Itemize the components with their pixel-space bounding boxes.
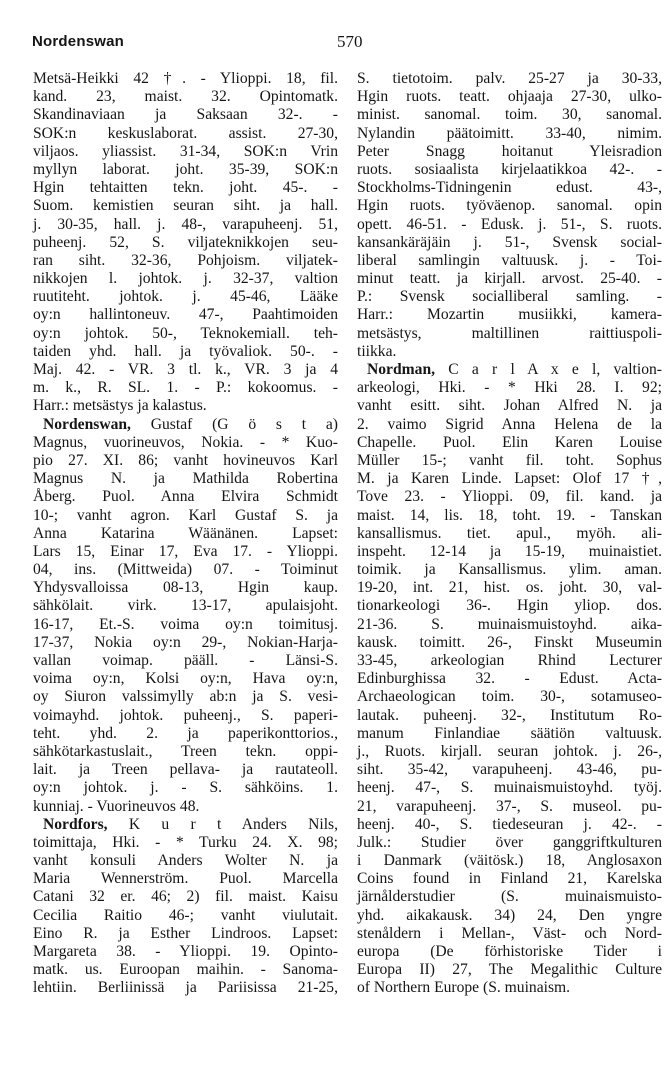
text-line [33, 452, 338, 470]
line-text: Hgin ruots. teatt. ohjaaja 27-30, ulko- [357, 88, 662, 106]
text-line [33, 652, 338, 670]
text-line [33, 943, 338, 961]
text-line [357, 816, 662, 834]
line-text: Julk.: Studier över ganggriftkulturen [357, 833, 662, 851]
line-text: ran siht. 32-36, Pohjoism. viljatek- [33, 251, 338, 269]
line-text: matk. us. Euroopan maihin. - Sanoma- [33, 961, 338, 979]
line-text: C a r l A x e l, valtion- [448, 361, 662, 378]
text-line [33, 798, 338, 816]
text-line [357, 852, 662, 870]
line-text: Magnus N. ja Mathilda Robertina [33, 470, 338, 488]
text-line [33, 907, 338, 925]
line-text: voima oy:n, Kolsi oy:n, Hava oy:n, [33, 670, 338, 688]
text-line [357, 234, 662, 252]
text-line [33, 925, 338, 943]
line-text: opett. 46-51. - Edusk. j. 51-, S. ruots. [357, 215, 662, 233]
line-text: vanht konsuli Anders Wolter N. ja [33, 852, 338, 870]
text-line [357, 907, 662, 925]
text-line [33, 725, 338, 743]
text-line [33, 70, 338, 88]
text-line [357, 397, 662, 415]
line-text: Metsä-Heikki 42 †. - Ylioppi. 18, fil. [33, 70, 338, 87]
text-line [33, 161, 338, 179]
line-text: manum Finlandiae säätiön valtuusk. [357, 724, 662, 742]
line-text: heenj. 40-, S. tiedeseuran j. 42-. - [357, 815, 662, 833]
left-column [33, 70, 338, 998]
line-text: 04, ins. (Mittweida) 07. - Toiminut [33, 561, 338, 579]
line-text: heenj. 47-, S. muinaismuistoyhd. työj. [357, 779, 662, 797]
text-line [357, 670, 662, 688]
text-line [357, 870, 662, 888]
text-line [33, 325, 338, 343]
text-line [357, 634, 662, 652]
line-text: lautak. puheenj. 32-, Institutum Ro- [357, 706, 662, 724]
line-text: Maria Wennerström. Puol. Marcella [33, 870, 338, 888]
line-text: 33-45, arkeologian Rhind Lecturer [357, 652, 662, 669]
text-line [357, 652, 662, 670]
line-text: Müller 15-; vanht fil. toht. Sophus [357, 451, 662, 469]
text-line [357, 179, 662, 197]
text-line [33, 416, 338, 434]
entry-headword: Nordman, [367, 361, 436, 378]
line-text: kand. 23, maist. 32. Opintomatk. [33, 88, 338, 106]
entry-headword: Nordfors, [43, 815, 108, 833]
text-line [33, 88, 338, 106]
line-text: 19-20, int. 21, hist. os. joht. 30, val- [357, 579, 662, 597]
text-line [33, 888, 338, 906]
text-line [357, 507, 662, 525]
line-text: Peter Snagg hoitanut Yleisradion [357, 142, 662, 160]
text-line [357, 579, 662, 597]
line-text: S. tietotoim. palv. 25-27 ja 30-33, [357, 70, 662, 87]
text-line [357, 416, 662, 434]
line-text: 21, varapuheenj. 37-, S. museol. pu- [357, 797, 662, 815]
text-line [357, 125, 662, 143]
text-line [33, 343, 338, 361]
line-text: Yhdysvalloissa 08-13, Hgin kaup. [33, 579, 338, 597]
text-line [357, 943, 662, 961]
text-line [357, 470, 662, 488]
text-line [357, 306, 662, 324]
line-text: M. ja Karen Linde. Lapset: Olof 17 †, [357, 470, 662, 488]
text-line [357, 379, 662, 397]
line-text: 16-17, Et.-S. voima oy:n toimitusj. [33, 615, 338, 633]
text-line [357, 979, 662, 997]
text-line [33, 688, 338, 706]
line-text: Catani 32 er. 46; 2) fil. maist. Kaisu [33, 888, 338, 906]
line-text: myllyn laborat. joht. 35-39, SOK:n [33, 160, 338, 178]
text-line [357, 488, 662, 506]
entry-headword: Nordenswan, [43, 415, 131, 433]
line-text: yhd. aikakausk. 34) 24, Den yngre [357, 906, 662, 924]
line-text: europa (De förhistoriske Tider i [357, 943, 662, 960]
text-line [357, 961, 662, 979]
line-text: Anna Katarina Wäänänen. Lapset: [33, 524, 338, 542]
line-text: Gustaf (G ö s t a) [150, 415, 338, 433]
running-head [0, 33, 672, 57]
line-text: 10-; vanht agron. Karl Gustaf S. ja [33, 506, 338, 524]
line-text: oy:n johtok. j. - S. sähköins. 1. [33, 779, 338, 797]
line-text: viljaos. yliassist. 31-34, SOK:n Vrin [33, 142, 338, 160]
text-line [357, 270, 662, 288]
text-line [33, 143, 338, 161]
text-line [357, 343, 662, 361]
text-line [357, 88, 662, 106]
text-line [33, 707, 338, 725]
line-text: Chapelle. Puol. Elin Karen Louise [357, 433, 662, 451]
line-text: Hgin tehtaitten tekn. joht. 45-. - [33, 179, 338, 197]
line-text: Archaeologican toim. 30-, sotamuseo- [357, 688, 662, 706]
text-line [33, 597, 338, 615]
line-text: nikkojen l. johtok. j. 32-37, valtion [33, 270, 338, 288]
text-line [33, 561, 338, 579]
right-column [357, 70, 662, 998]
text-line [357, 197, 662, 215]
text-line [33, 579, 338, 597]
text-line [357, 743, 662, 761]
line-text: j. 30-35, hall. j. 48-, varapuheenj. 51, [33, 215, 338, 233]
text-line [357, 252, 662, 270]
line-text: j., Ruots. kirjall. seuran johtok. j. 26-, [357, 742, 662, 760]
line-text: kausk. toimitt. 26-, Finskt Museumin [357, 633, 662, 651]
text-line [357, 616, 662, 634]
line-text: Hgin ruots. työväenop. sanomal. opin [357, 197, 662, 215]
text-line [33, 125, 338, 143]
line-text: Europa II) 27, The Megalithic Culture [357, 961, 662, 979]
text-line [357, 834, 662, 852]
line-text: oy:n hallintoneuv. 47-, Paahtimoiden [33, 306, 338, 324]
text-line [357, 161, 662, 179]
text-line [33, 488, 338, 506]
text-line [33, 543, 338, 561]
line-text: Suom. kemistien seuran siht. ja hall. [33, 197, 338, 215]
line-text: Harr.: metsästys ja kalastus. [33, 397, 207, 415]
text-line [33, 979, 338, 997]
text-line [33, 870, 338, 888]
line-text: taiden yhd. hall. ja työvaliok. 50-. - [33, 342, 338, 360]
line-text: toimik. ja Kansallismus. ylim. aman. [357, 561, 662, 579]
text-line [357, 888, 662, 906]
text-line [33, 852, 338, 870]
text-line [33, 216, 338, 234]
line-text: stenåldern i Mellan-, Väst- och Nord- [357, 924, 662, 942]
line-text: oy:n johtok. 50-, Teknokemiall. teh- [33, 324, 338, 342]
text-line [357, 361, 662, 379]
text-line [357, 597, 662, 615]
line-text: Åberg. Puol. Anna Elvira Schmidt [33, 488, 338, 506]
line-text: lehtiin. Berliinissä ja Pariisissa 21-25, [33, 979, 338, 997]
line-text: vanht esitt. siht. Johan Alfred N. ja [357, 397, 662, 415]
text-line [33, 197, 338, 215]
line-text: 2. vaimo Sigrid Anna Helena de la [357, 415, 662, 433]
text-line [33, 179, 338, 197]
line-text: puheenj. 52, S. viljateknikkojen seu- [33, 233, 338, 251]
text-line [357, 543, 662, 561]
text-line [357, 325, 662, 343]
line-text: oy Siuron valssimylly ab:n ja S. vesi- [33, 688, 338, 706]
line-text: metsästys, maltillinen raittiuspoli- [357, 324, 662, 342]
text-line [33, 288, 338, 306]
text-line [33, 470, 338, 488]
line-text: Harr.: Mozartin musiikki, kamera- [357, 306, 662, 324]
text-line [33, 306, 338, 324]
line-text: Eino R. ja Esther Lindroos. Lapset: [33, 924, 338, 942]
line-text: kansallismus. tiet. apul., myöh. ali- [357, 524, 662, 542]
line-text: minist. sanomal. toim. 30, sanomal. [357, 106, 662, 124]
text-line [33, 616, 338, 634]
line-text: Margareta 38. - Ylioppi. 19. Opinto- [33, 943, 338, 960]
line-text: Stockholms-Tidningenin edust. 43-, [357, 179, 662, 197]
text-line [33, 234, 338, 252]
line-text: m. k., R. SL. 1. - P.: kokoomus. - [33, 379, 338, 397]
line-text: Nylandin päätoimitt. 33-40, nimim. [357, 124, 662, 142]
line-text: minut teatt. ja kirjall. arvost. 25-40. - [357, 270, 662, 288]
page-number: 570 [337, 32, 363, 51]
text-line [357, 707, 662, 725]
text-line [357, 561, 662, 579]
text-line [357, 70, 662, 88]
line-text: K u r t Anders Nils, [128, 815, 338, 833]
text-line [33, 507, 338, 525]
line-text: of Northern Europe (S. muinaism. [357, 979, 571, 997]
line-text: voimayhd. johtok. puheenj., S. paperi- [33, 706, 338, 724]
text-line [33, 361, 338, 379]
line-text: järnålderstudier (S. muinaismuisto- [357, 888, 662, 906]
line-text: lait. ja Treen pellava- ja rautateoll. [33, 761, 338, 779]
line-text: arkeologi, Hki. - * Hki 28. I. 92; [357, 379, 662, 397]
text-line [33, 634, 338, 652]
text-line [357, 761, 662, 779]
line-text: i Danmark (väitösk.) 18, Anglosaxon [357, 852, 662, 870]
line-text: Skandinaviaan ja Saksaan 32-. - [33, 106, 338, 124]
line-text: tionarkeologi 36-. Hgin yliop. dos. [357, 597, 662, 615]
text-line [33, 670, 338, 688]
text-line [33, 434, 338, 452]
line-text: siht. 35-42, varapuheenj. 43-46, pu- [357, 761, 662, 779]
text-line [357, 725, 662, 743]
text-line [357, 525, 662, 543]
text-line [33, 252, 338, 270]
text-line [357, 216, 662, 234]
line-text: sähkölait. virk. 13-17, apulaisjoht. [33, 597, 338, 615]
text-line [357, 288, 662, 306]
line-text: inspeht. 12-14 ja 15-19, muinaistiet. [357, 542, 662, 560]
line-text: teht. yhd. 2. ja paperikonttorios., [33, 724, 338, 742]
text-line [357, 798, 662, 816]
text-line [357, 452, 662, 470]
text-line [33, 379, 338, 397]
line-text: liberal samlingin valtuusk. j. - Toi- [357, 251, 662, 269]
text-line [33, 961, 338, 979]
line-text: SOK:n keskuslaborat. assist. 27-30, [33, 124, 338, 142]
text-line [357, 434, 662, 452]
text-line [33, 397, 338, 415]
text-line [357, 106, 662, 124]
line-text: pio 27. XI. 86; vanht hovineuvos Karl [33, 451, 338, 469]
line-text: tiikka. [357, 342, 397, 360]
line-text: 17-37, Nokia oy:n 29-, Nokian-Harja- [33, 633, 338, 651]
text-line [33, 270, 338, 288]
line-text: kansankäräjäin j. 51-, Svensk social- [357, 233, 662, 251]
line-text: Tove 23. - Ylioppi. 09, fil. kand. ja [357, 488, 662, 506]
line-text: maist. 14, lis. 18, toht. 19. - Tanskan [357, 506, 662, 524]
line-text: Maj. 42. - VR. 3 tl. k., VR. 3 ja 4 [33, 361, 338, 378]
text-line [357, 143, 662, 161]
line-text: 21-36. S. muinaismuistoyhd. aika- [357, 615, 662, 633]
text-line [33, 761, 338, 779]
line-text: Cecilia Raitio 46-; vanht viulutait. [33, 906, 338, 924]
text-line [33, 106, 338, 124]
text-line [33, 743, 338, 761]
line-text: Coins found in Finland 21, Karelska [357, 870, 662, 888]
line-text: Lars 15, Einar 17, Eva 17. - Ylioppi. [33, 542, 338, 560]
text-line [357, 779, 662, 797]
text-line [33, 816, 338, 834]
line-text: ruutiteht. johtok. j. 45-46, Lääke [33, 288, 338, 306]
running-head-word: Nordenswan [32, 33, 125, 50]
text-line [33, 525, 338, 543]
line-text: sähkötarkastuslait., Treen tekn. oppi- [33, 742, 338, 760]
line-text: kunniaj. - Vuorineuvos 48. [33, 797, 200, 815]
line-text: toimittaja, Hki. - * Turku 24. X. 98; [33, 833, 338, 851]
line-text: P.: Svensk socialliberal samling. - [357, 288, 662, 306]
text-line [33, 834, 338, 852]
text-line [357, 688, 662, 706]
line-text: ruots. sosiaalista kirjelaatikkoa 42-. - [357, 160, 662, 178]
text-line [357, 925, 662, 943]
line-text: vallan voimap. pääll. - Länsi-S. [33, 652, 338, 669]
line-text: Magnus, vuorineuvos, Nokia. - * Kuo- [33, 433, 338, 451]
line-text: Edinburghissa 32. - Edust. Acta- [357, 670, 662, 688]
text-line [33, 779, 338, 797]
